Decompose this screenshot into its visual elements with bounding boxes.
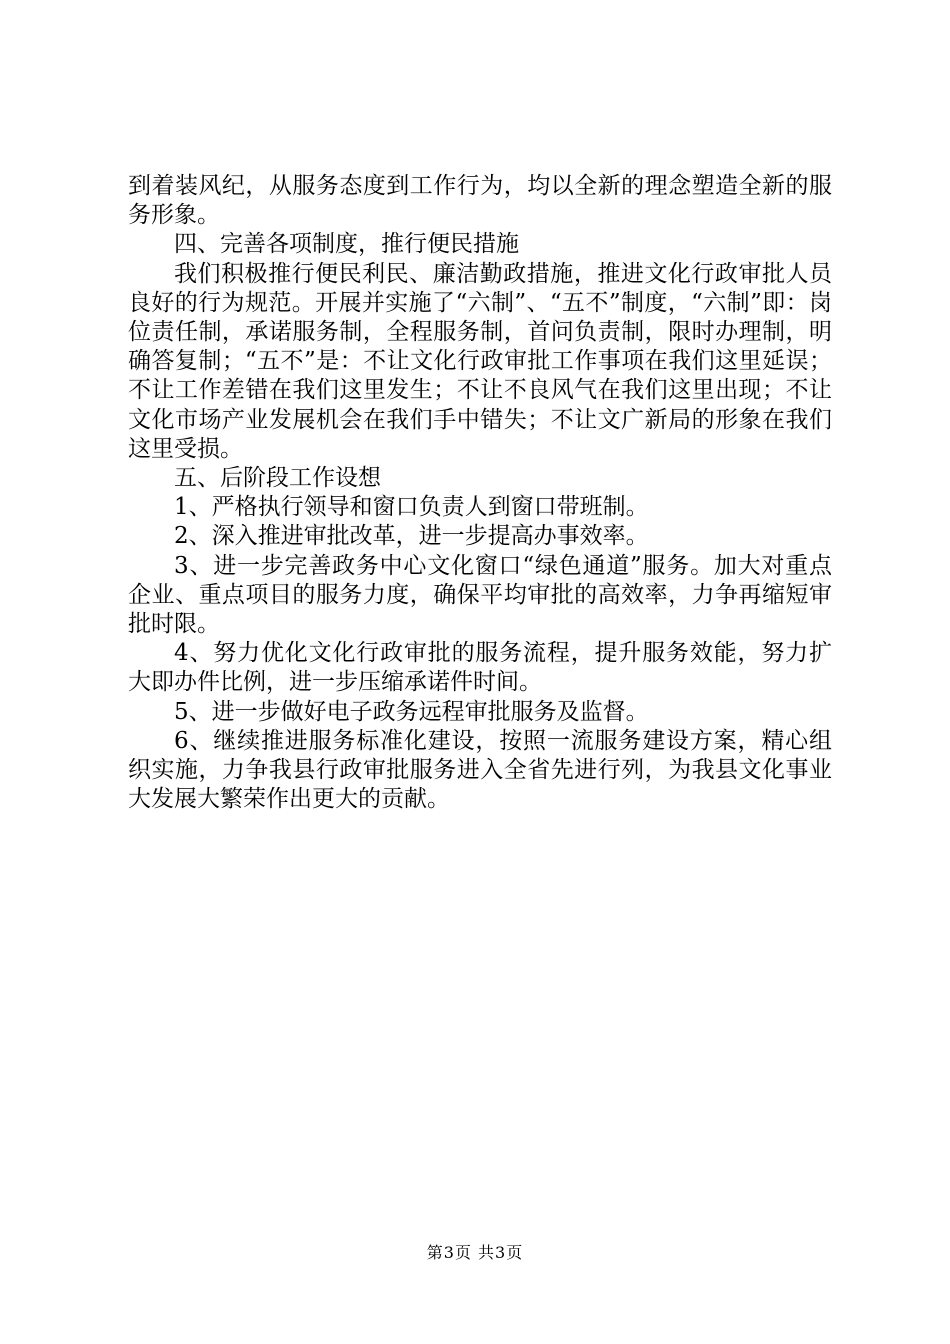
paragraph-measures: 我们积极推行便民利民、廉洁勤政措施，推进文化行政审批人员良好的行为规范。开展并实施了“六制”、“五不”制度，“六制”即：岗位责任制，承诺服务制，全程服务制，首问负责制，限时办理制，明确答复制；“五不”是：不让文化行政审批工作事项在我们这里延误；不让工作差错在我们这里发生；不让不良风气在我们这里出现；不让文化市场产业发展机会在我们手中错失；不让文广新局的形象在我们这里受损。 xyxy=(128,260,832,462)
document-body xyxy=(128,172,832,814)
list-item-4: 4、努力优化文化行政审批的服务流程，提升服务效能，努力扩大即办件比例，进一步压缩承诺件时间。 xyxy=(128,640,832,696)
list-item-2: 2、深入推进审批改革，进一步提高办事效率。 xyxy=(174,523,649,550)
section-heading-5: 五、后阶段工作设想 xyxy=(174,465,381,492)
list-item-5: 5、进一步做好电子政务远程审批服务及监督。 xyxy=(174,698,649,725)
paragraph-continuation: 到着装风纪，从服务态度到工作行为，均以全新的理念塑造全新的服务形象。 xyxy=(128,173,832,229)
list-item-1: 1、严格执行领导和窗口负责人到窗口带班制。 xyxy=(174,494,649,521)
list-item-6: 6、继续推进服务标准化建设，按照一流服务建设方案，精心组织实施，力争我县行政审批服务进入全省先进行列，为我县文化事业大发展大繁荣作出更大的贡献。 xyxy=(128,727,832,813)
list-item-3: 3、进一步完善政务中心文化窗口“绿色通道”服务。加大对重点企业、重点项目的服务力度，确保平均审批的高效率，力争再缩短审批时限。 xyxy=(128,552,832,638)
section-heading-4: 四、完善各项制度，推行便民措施 xyxy=(174,231,519,258)
page-number-footer: 第3页 共3页 xyxy=(426,1243,524,1262)
